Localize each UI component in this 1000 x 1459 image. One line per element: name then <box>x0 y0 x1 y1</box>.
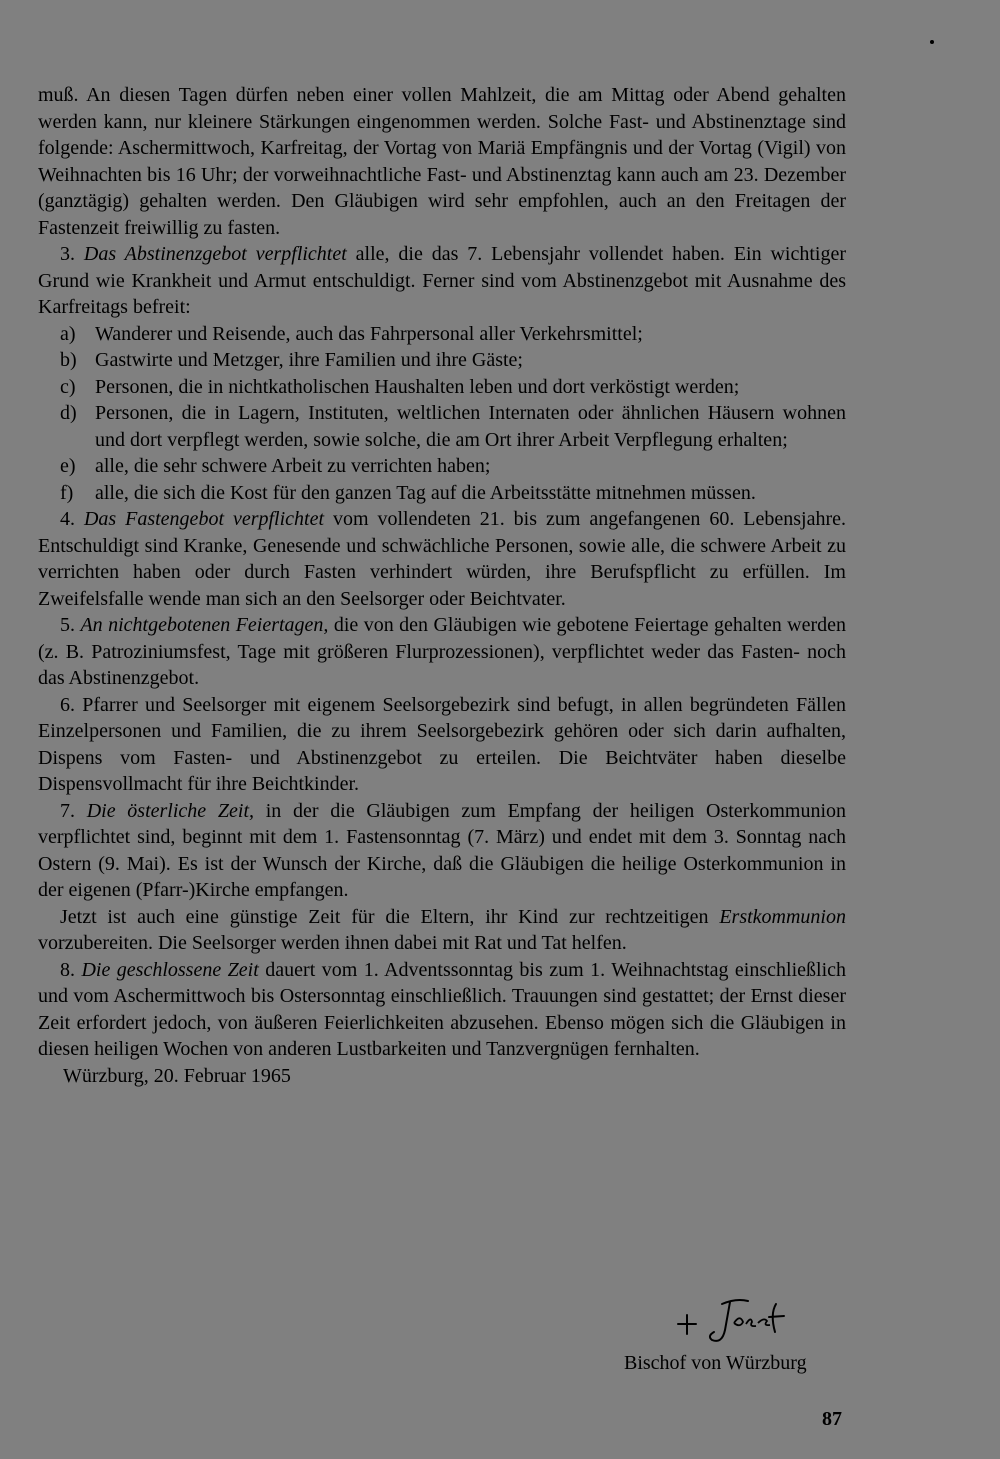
list-text: alle, die sich die Kost für den ganzen Tag auf die Arbeitsstätte mitnehmen müssen. <box>95 481 756 504</box>
list-label: e) <box>60 455 76 477</box>
paragraph-number: 7. <box>60 799 75 822</box>
signer-title: Bischof von Würzburg <box>624 1352 807 1374</box>
paragraph-text: die von den Gläubigen wie gebotene Feiertage gehalten werden (z. B. Patroziniumsfest, Tage mit größeren Flurprozessionen), verpflichtet weder das Fasten- noch das Abstinenzgebot. <box>38 614 846 689</box>
paragraph-heading: Die österliche Zeit, <box>86 799 255 822</box>
paragraph-heading: Die geschlossene Zeit <box>81 958 259 981</box>
paragraph-heading: Das Abstinenzgebot verpflichtet <box>83 243 347 265</box>
paragraph-erstkommunion <box>38 904 846 957</box>
paragraph-number: 4. <box>60 508 75 530</box>
paragraph-heading: An nichtgebotenen Feiertagen, <box>80 614 329 636</box>
paragraph-5 <box>38 612 846 692</box>
list-label: d) <box>60 402 77 424</box>
list-text: Personen, die in Lagern, Instituten, weltlichen Internaten oder ähnlichen Häusern wohnen und dort verpflegt werden, sowie solche, die am Ort ihrer Arbeit Verpflegung erhalten; <box>95 402 846 451</box>
list-item <box>38 480 846 507</box>
list-item <box>38 347 846 374</box>
paragraph-number: 3. <box>60 243 75 265</box>
list-text: Personen, die in nichtkatholischen Haushalten leben und dort verköstigt werden; <box>95 375 740 398</box>
scan-speck <box>930 40 934 44</box>
list-text: alle, die sehr schwere Arbeit zu verrichten haben; <box>95 455 491 477</box>
list-item <box>38 374 846 401</box>
list-item <box>38 453 846 480</box>
paragraph-heading: Das Fastengebot verpflichtet <box>83 508 325 530</box>
paragraph-text: vorzubereiten. Die Seelsorger werden ihnen dabei mit Rat und Tat helfen. <box>38 932 627 954</box>
paragraph-3 <box>38 241 846 321</box>
paragraph-7 <box>38 798 846 904</box>
list-label: f) <box>60 481 74 504</box>
list-text: Gastwirte und Metzger, ihre Familien und ihre Gäste; <box>95 349 523 371</box>
paragraph-6: 6. Pfarrer und Seelsorger mit eigenem Seelsorgebezirk sind befugt, in allen begründeten Fällen Einzelpersonen und Familien, die zu ihrem Seelsorgebezirk gehören oder sich darin aufhalten, Dispens vom Fasten- und Abstinenzgebot zu erteilen. Die Beichtväter haben dieselbe Dispensvollmacht für ihre Beichtkinder. <box>38 693 846 795</box>
paragraph-number: 8. <box>60 958 75 981</box>
dateline: Würzburg, 20. Februar 1965 <box>63 1064 291 1087</box>
paragraph-intro: muß. An diesen Tagen dürfen neben einer vollen Mahlzeit, die am Mittag oder Abend gehalten werden kann, nur kleinere Stärkungen eingenommen werden. Solche Fast- und Abstinenztage sind folgende: Aschermittwoch, Karfreitag, der Vortag von Mariä Empfängnis und der Vortag (Vigil) von Weihnachten bis 16 Uhr; der vorweihnachtliche Fast- und Abstinenztag kann auch am 23. Dezember (ganztägig) gehalten werden. Den Gläubigen wird sehr empfohlen, auch an den Freitagen der Fastenzeit freiwillig zu fasten. <box>38 84 846 239</box>
handwritten-signature <box>672 1290 802 1350</box>
list-item <box>38 400 846 453</box>
paragraph-text: Jetzt ist auch eine günstige Zeit für die Eltern, ihr Kind zur rechtzeitigen <box>60 905 720 928</box>
list-text: Wanderer und Reisende, auch das Fahrpersonal aller Verkehrsmittel; <box>95 322 643 345</box>
list-label: c) <box>60 375 76 398</box>
page-number: 87 <box>822 1408 842 1430</box>
paragraph-text: in der die Gläubigen zum Empfang der heiligen Osterkommunion verpflichtet sind, beginnt mit dem 1. Fastensonntag (7. März) und endet mit dem 3. Sonntag nach Ostern (9. Mai). Es ist der Wunsch der Kirche, daß die Gläubigen die heilige Osterkommunion in der eigenen (Pfarr-)Kirche empfangen. <box>38 799 846 901</box>
paragraph-number: 5. <box>60 614 75 636</box>
paragraph-text: dauert vom 1. Adventssonntag bis zum 1. Weihnachtstag einschließlich und vom Aschermittwoch bis Ostersonntag einschließlich. Trauungen sind gestattet; der Ernst dieser Zeit erfordert jedoch, von äußeren Feierlichkeiten abzusehen. Ebenso mögen sich die Gläubigen in diesen heiligen Wochen von anderen Lustbarkeiten und Tanzvergnügen fernhalten. <box>38 958 847 1060</box>
list-label: b) <box>60 349 77 371</box>
paragraph-8 <box>38 957 846 1063</box>
list-item <box>38 321 846 348</box>
emphasis-term: Erstkommunion <box>719 905 846 928</box>
list-label: a) <box>60 322 76 345</box>
paragraph-text: vom vollendeten 21. bis zum angefangenen 60. Lebensjahre. Entschuldigt sind Kranke, Genesende und schwächliche Personen, sowie alle, die schwere Arbeit zu verrichten haben oder durch Fasten verhindert würden, ihre Berufspflicht zu erfüllen. Im Zweifelsfalle wende man sich an den Seelsorger oder Beichtvater. <box>38 508 847 610</box>
exemption-list <box>38 321 846 507</box>
paragraph-4 <box>38 506 846 612</box>
document-body <box>38 82 846 1089</box>
paragraph-text: alle, die das 7. Lebensjahr vollendet haben. Ein wichtiger Grund wie Krankheit und Armut entschuldigt. Ferner sind vom Abstinenzgebot mit Ausnahme des Karfreitags befreit: <box>38 243 846 318</box>
